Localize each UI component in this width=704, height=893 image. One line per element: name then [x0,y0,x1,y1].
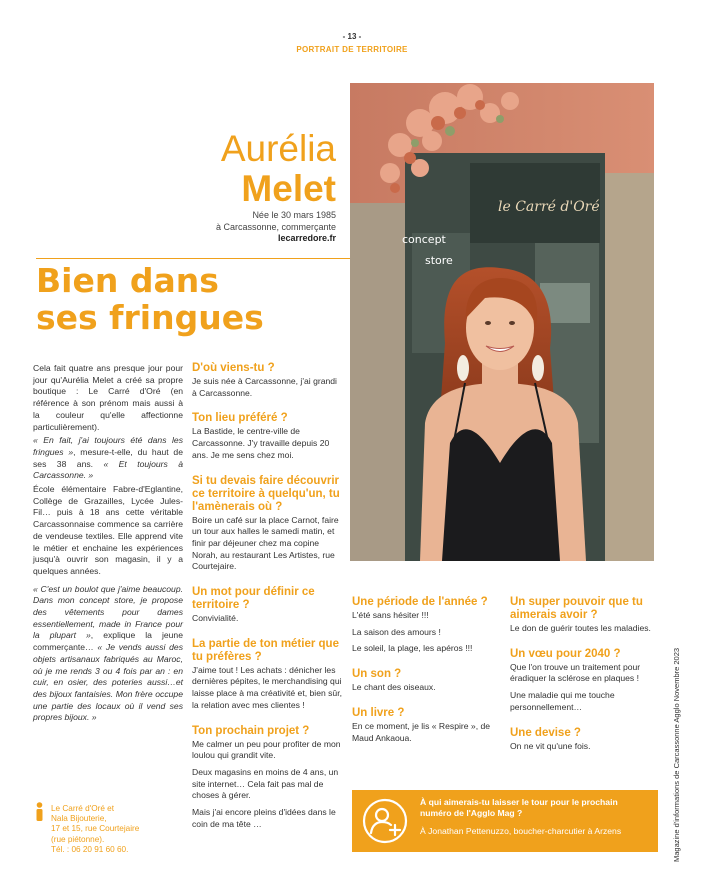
intro-quote-1: « En fait, j'ai toujours été dans les fringues » [33,435,183,457]
qa-answer [352,721,502,744]
qa-answer [510,623,658,635]
website-link[interactable]: lecarredore.fr [277,233,336,243]
qa-item [352,668,502,694]
job-line: à Carcassonne, commerçante [215,222,336,232]
qa-answer-line: Boire un café sur la place Carnot, faire un tour aux halles le samedi matin, et finir par déjeuner chez ma copine Norah, au restaurant Les Artistes, rue Courtejaire. [192,514,339,572]
qa-answer [510,741,658,753]
qa-question: Un livre ? [352,706,405,719]
last-name: Melet [241,168,336,209]
qa-item [192,725,342,831]
shop-sign: le Carré d'Oré [498,199,600,215]
info-icon [33,802,46,822]
qa-question: Un vœu pour 2040 ? [510,647,621,660]
address-line: Nala Bijouterie, [51,814,107,824]
qa-question: Ton lieu préféré ? [192,412,288,425]
intro-quote-2: « Et toujours à Carcassonne. » [33,458,184,481]
address-line: Le Carré d'Oré et [51,804,114,813]
shop-address [51,804,181,855]
person-add-icon [362,798,408,844]
qa-answer-line: Deux magasins en moins de 4 ans, un site internet… Cela fait pas mal de choses à gérer. [192,766,339,801]
qa-column-4 [510,596,658,765]
qa-question: Une devise ? [510,726,581,739]
intro-quote-3: « C'est un boulot que j'aime beaucoup. Dans mon concept store, je propose des vêtements pour dames essentiellement, made in France pour la plupart » [33,583,183,641]
qa-answer-line: L'été sans hésiter !!! [352,610,429,620]
qa-item [510,596,658,635]
qa-question: Un son ? [352,668,402,681]
intro-paragraph-1: Cela fait quatre ans presque jour pour jour qu'Aurélia Melet a créé sa propre boutique : Le Carré d'Oré (en référence à son prénom mais aussi à la couleur qu'elle affectionne particulièrement). [33,363,183,432]
headline-line-2: ses fringues [36,298,264,337]
qa-column-2 [192,362,342,843]
qa-item [192,412,342,461]
qa-answer [192,613,342,625]
qa-answer-line: Mais j'ai encore pleins d'idées dans le coin de ma tête … [192,807,336,829]
qa-question: Ton prochain projet ? [192,724,310,737]
qa-answer [510,662,658,714]
qa-item [352,707,502,744]
magazine-vertical-credit: Magazine d'informations de Carcassonne Agglo Novembre 2023 [672,647,681,862]
qa-column-3 [352,596,502,757]
qa-question: Si tu devais faire découvrir ce territoire à quelqu'un, tu l'amènerais où ? [192,474,340,513]
intro-text-2: , mesure-t-elle, du haut de ses 38 ans. [33,446,183,469]
qa-answer-line: En ce moment, je lis « Respire », de Maud Ankaoua. [352,720,491,743]
qa-answer-line: J'aime tout ! Les achats : dénicher les dernières pépites, le merchandising qui laisse place à ma créativité et, bien sûr, la relation avec mes clientes ! [192,664,342,710]
qa-item [510,727,658,753]
intro-quote-4: « Je vends aussi des objets artisanaux fabriqués au Maroc, où je me rends 3 ou 4 fois par an : en cuir, en osier, des poteries aussi…et des bijoux fantaisies. Mon frère occupe une partie des locaux où il vend ses propres bijoux. » [33,642,183,723]
qa-item [192,475,342,574]
qa-answer-line: Le chant des oiseaux. [352,682,436,693]
qa-answer-line: On ne vit qu'une fois. [510,740,591,751]
banner-question: À qui aimerais-tu laisser le tour pour le prochain numéro de l'Agglo Mag ? [420,797,618,818]
qa-answer [192,515,342,574]
qa-item [192,638,342,712]
qa-answer-line: Que l'on trouve un traitement pour éradiquer la sclérose en plaques ! [510,661,641,684]
window-text-1: concept [402,233,446,246]
portrait-illustration [350,83,654,561]
intro-paragraph-4 [33,584,183,724]
intro-paragraph-3: École élémentaire Fabre-d'Eglantine, Collège de Grazailles, Lycée Jules-Fil… puis à 18 ans cette véritable Carcassonnaise commence sa carrière de vendeuse textiles. Elle apprend vite le métier et enchaine les expériences jusqu'à ouvrir son magasin, il y a quelques années. [33,484,183,576]
qa-answer-line: La Bastide, le centre-ville de Carcassonne. J'y travaille depuis 20 ans. Je me sens chez moi. [192,426,330,460]
qa-question: Un super pouvoir que tu aimerais avoir ? [510,596,643,621]
qa-answer-line: Le soleil, la plage, les apéros !!! [352,643,473,654]
qa-answer-line: Me calmer un peu pour profiter de mon loulou qui grandit vite. [192,738,341,761]
qa-item [192,362,342,399]
qa-question: Une période de l'année ? [352,596,488,608]
qa-answer [192,426,342,461]
first-name: Aurélia [220,128,336,169]
qa-question: La partie de ton métier que tu préfères ? [192,637,339,663]
headline-line-1: Bien dans [36,261,219,300]
headline [36,262,336,336]
qa-item [510,648,658,714]
qa-answer-line: Convivialité. [192,613,239,624]
phone-number: Tél. : 06 20 91 60 60. [51,844,129,854]
birth-line: Née le 30 mars 1985 [252,210,336,220]
window-text-2: store [425,254,453,267]
title-divider [36,258,352,259]
intro-paragraph-2 [33,435,183,482]
qa-question: Un mot pour définir ce territoire ? [192,586,315,612]
qa-answer [352,682,502,694]
qa-answer-line: Je suis née à Carcassonne, j'ai grandi à Carcassonne. [192,376,337,398]
qa-answer [192,376,342,399]
intro-text [33,363,183,726]
portrait-photo [350,83,654,561]
banner-answer: À Jonathan Pettenuzzo, boucher-charcutier à Arzens [420,826,622,836]
qa-answer [192,739,342,831]
address-line: (rue piétonne). [51,834,105,844]
qa-item [192,586,342,625]
qa-answer-line: La saison des amours ! [352,626,441,637]
qa-item [352,596,502,655]
qa-answer-line: Une maladie qui me touche personnellement… [510,690,615,712]
intro-text-4: , explique la jeune commerçante… [33,630,183,653]
address-line: 17 et 15, rue Courtejaire [51,824,140,834]
page-number: - 13 - [342,32,362,41]
section-title: PORTRAIT DE TERRITOIRE [296,45,408,54]
qa-question: D'où viens-tu ? [192,362,275,374]
qa-answer [352,610,502,655]
qa-answer [192,665,342,712]
qa-answer-line: Le don de guérir toutes les maladies. [510,623,651,633]
